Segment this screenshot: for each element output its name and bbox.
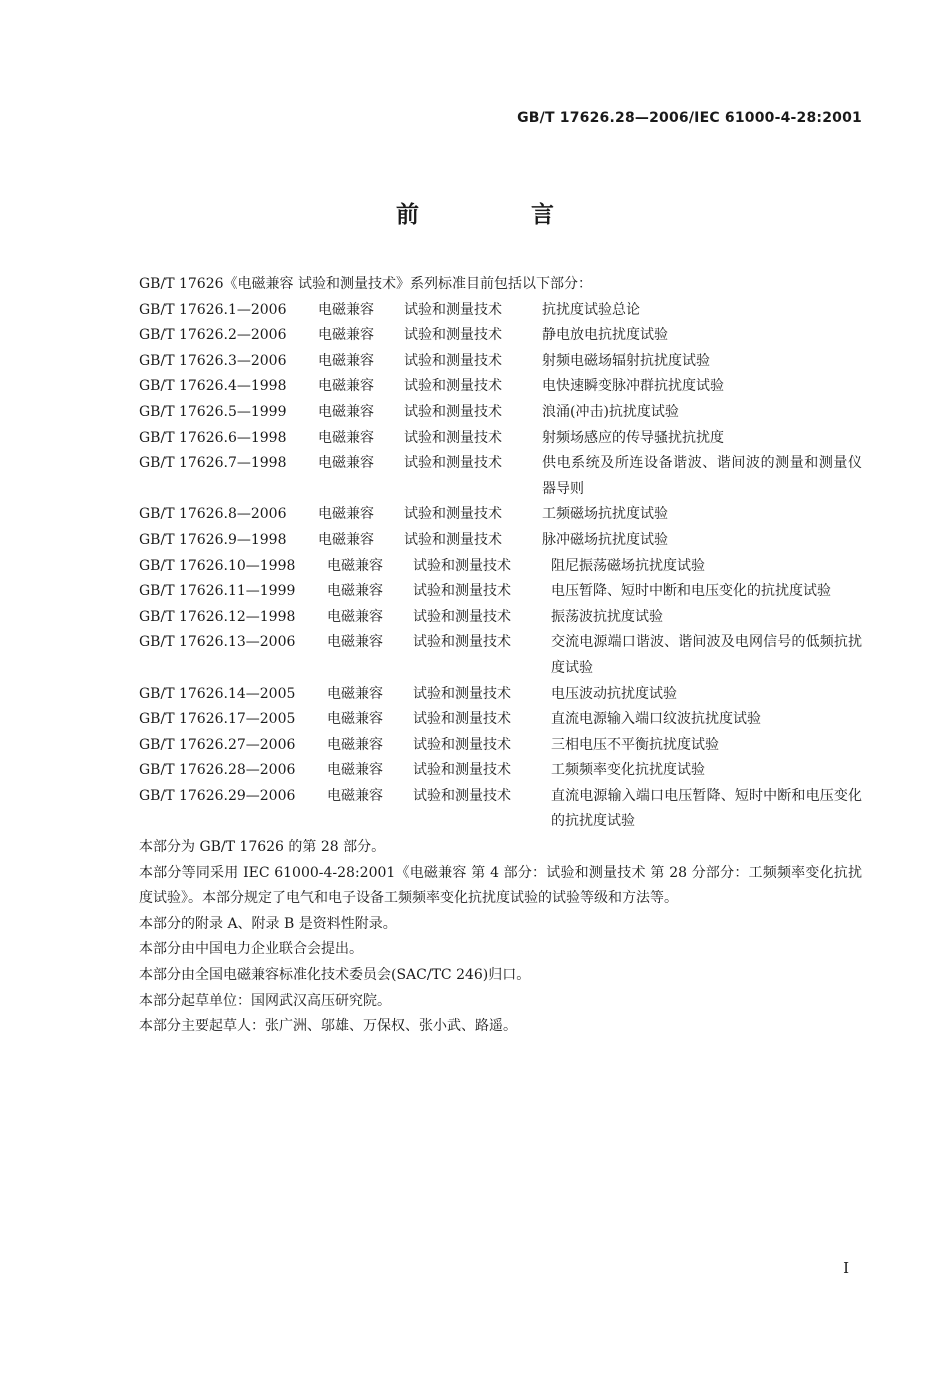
- standard-item: [139, 400, 862, 426]
- standard-title: [327, 707, 862, 733]
- page-title: 前 言: [395, 202, 606, 228]
- standard-item: [139, 784, 862, 835]
- standard-title: [327, 579, 862, 605]
- standard-title-p2: 试验和测量技术: [404, 327, 502, 344]
- foreword-paragraph: 本部分由中国电力企业联合会提出。: [139, 941, 363, 958]
- standard-title-p1: 电磁兼容: [327, 557, 383, 574]
- standard-title: [318, 400, 862, 426]
- standard-item: [139, 528, 862, 554]
- standard-title-p1: 电磁兼容: [318, 455, 374, 472]
- standard-title-p3: 电压波动抗扰度试验: [551, 685, 677, 702]
- standard-item: [139, 323, 862, 349]
- standard-title: [318, 451, 862, 502]
- standard-title: [318, 502, 862, 528]
- standard-item: [139, 682, 862, 708]
- standard-title-p3: 射频电磁场辐射抗扰度试验: [542, 352, 710, 369]
- standard-code: GB/T 17626.12—1998: [139, 608, 296, 625]
- paragraphs: [105, 835, 862, 1040]
- standard-item: [139, 298, 862, 324]
- standard-title: [327, 554, 862, 580]
- foreword-paragraph: 本部分主要起草人：张广洲、邬雄、万保权、张小武、路遥。: [139, 1018, 517, 1035]
- standard-code: GB/T 17626.17—2005: [139, 711, 296, 728]
- standard-item: [139, 605, 862, 631]
- standard-code: GB/T 17626.28—2006: [139, 762, 296, 779]
- standards-list: [105, 298, 862, 835]
- standard-title-p2: 试验和测量技术: [404, 352, 502, 369]
- standard-item: [139, 707, 862, 733]
- standard-title-p2: 试验和测量技术: [413, 685, 511, 702]
- standard-title-p1: 电磁兼容: [318, 506, 374, 523]
- standard-title-p2: 试验和测量技术: [413, 762, 511, 779]
- standard-code: GB/T 17626.27—2006: [139, 736, 296, 753]
- standard-title-p1: 电磁兼容: [327, 685, 383, 702]
- standard-code: GB/T 17626.10—1998: [139, 557, 296, 574]
- standard-code: GB/T 17626.9—1998: [139, 531, 287, 548]
- standard-title-p2: 试验和测量技术: [413, 787, 511, 804]
- standard-title-p2: 试验和测量技术: [404, 506, 502, 523]
- standard-title: [327, 605, 862, 631]
- standard-title-p3: 振荡波抗扰度试验: [551, 608, 663, 625]
- standard-title-p1: 电磁兼容: [327, 634, 383, 651]
- standard-title-p1: 电磁兼容: [327, 608, 383, 625]
- standard-item: [139, 349, 862, 375]
- standard-title-p1: 电磁兼容: [327, 711, 383, 728]
- standard-title-p2: 试验和测量技术: [404, 531, 502, 548]
- standard-title-p3: 浪涌(冲击)抗扰度试验: [542, 403, 679, 420]
- standard-title-p2: 试验和测量技术: [404, 403, 502, 420]
- standard-item: [139, 758, 862, 784]
- standard-title-p3: 三相电压不平衡抗扰度试验: [551, 736, 719, 753]
- standard-title: [327, 733, 862, 759]
- standard-title: [318, 374, 862, 400]
- standard-title-p3: 静电放电抗扰度试验: [542, 327, 668, 344]
- standard-title-p3: 供电系统及所连设备谐波、谐间波的测量和测量仪器导则: [542, 455, 862, 497]
- standard-title-p1: 电磁兼容: [318, 378, 374, 395]
- standard-title-p3: 脉冲磁场抗扰度试验: [542, 531, 668, 548]
- standard-title-p2: 试验和测量技术: [413, 634, 511, 651]
- standard-title-p3: 抗扰度试验总论: [542, 301, 640, 318]
- standard-title-p1: 电磁兼容: [327, 583, 383, 600]
- foreword-body: [105, 272, 862, 1040]
- standard-item: [139, 733, 862, 759]
- standard-title-p2: 试验和测量技术: [413, 608, 511, 625]
- standard-title: [327, 758, 862, 784]
- standard-item: [139, 579, 862, 605]
- standard-title-p2: 试验和测量技术: [413, 711, 511, 728]
- standard-item: [139, 426, 862, 452]
- standard-code-header: GB/T 17626.28—2006/IEC 61000-4-28:2001: [517, 110, 862, 126]
- standard-code: GB/T 17626.2—2006: [139, 327, 287, 344]
- standard-title-p1: 电磁兼容: [318, 429, 374, 446]
- foreword-paragraph: 本部分由全国电磁兼容标准化技术委员会(SAC/TC 246)归口。: [139, 967, 531, 984]
- standard-title: [327, 784, 862, 835]
- standard-item: [139, 451, 862, 502]
- standard-title-p2: 试验和测量技术: [404, 455, 502, 472]
- standard-title: [327, 682, 862, 708]
- standard-title: [327, 630, 862, 681]
- standard-item: [139, 502, 862, 528]
- standard-title: [318, 426, 862, 452]
- standard-title-p2: 试验和测量技术: [413, 583, 511, 600]
- standard-title: [318, 323, 862, 349]
- standard-title-p3: 电快速瞬变脉冲群抗扰度试验: [542, 378, 724, 395]
- standard-code: GB/T 17626.14—2005: [139, 685, 296, 702]
- standard-code: GB/T 17626.5—1999: [139, 403, 287, 420]
- standard-title-p1: 电磁兼容: [318, 352, 374, 369]
- standard-title-p1: 电磁兼容: [327, 762, 383, 779]
- standard-title-p1: 电磁兼容: [318, 327, 374, 344]
- intro-paragraph: GB/T 17626《电磁兼容 试验和测量技术》系列标准目前包括以下部分：: [139, 276, 592, 292]
- standard-title-p3: 射频场感应的传导骚扰抗扰度: [542, 429, 724, 446]
- standard-title-p3: 直流电源输入端口纹波抗扰度试验: [551, 711, 761, 728]
- standard-code: GB/T 17626.3—2006: [139, 352, 287, 369]
- foreword-paragraph: 本部分的附录 A、附录 B 是资料性附录。: [139, 915, 397, 932]
- standard-code: GB/T 17626.7—1998: [139, 455, 287, 472]
- standard-title-p1: 电磁兼容: [327, 787, 383, 804]
- standard-title-p3: 交流电源端口谐波、谐间波及电网信号的低频抗扰度试验: [551, 634, 862, 676]
- standard-item: [139, 374, 862, 400]
- standard-title-p3: 工频频率变化抗扰度试验: [551, 762, 705, 779]
- foreword-paragraph: 本部分等同采用 IEC 61000-4-28:2001《电磁兼容 第 4 部分：试验和测量技术 第 28 分部分：工频频率变化抗扰度试验》。本部分规定了电气和电子设备工频频率变化抗扰度试验的试验等级和方法等。: [139, 864, 862, 907]
- standard-title-p3: 工频磁场抗扰度试验: [542, 506, 668, 523]
- standard-item: [139, 554, 862, 580]
- standard-title: [318, 298, 862, 324]
- foreword-paragraph: 本部分为 GB/T 17626 的第 28 部分。: [139, 839, 386, 856]
- standard-title-p3: 电压暂降、短时中断和电压变化的抗扰度试验: [551, 583, 831, 600]
- standard-code: GB/T 17626.29—2006: [139, 787, 296, 804]
- standard-code: GB/T 17626.11—1999: [139, 583, 296, 600]
- standard-code: GB/T 17626.6—1998: [139, 429, 287, 446]
- standard-title-p2: 试验和测量技术: [413, 557, 511, 574]
- standard-title: [318, 528, 862, 554]
- standard-title-p3: 阻尼振荡磁场抗扰度试验: [551, 557, 705, 574]
- standard-code: GB/T 17626.4—1998: [139, 378, 287, 395]
- standard-title-p2: 试验和测量技术: [413, 736, 511, 753]
- standard-title-p2: 试验和测量技术: [404, 429, 502, 446]
- standard-title-p1: 电磁兼容: [318, 403, 374, 420]
- standard-title-p1: 电磁兼容: [318, 531, 374, 548]
- standard-code: GB/T 17626.1—2006: [139, 301, 287, 318]
- foreword-paragraph: 本部分起草单位：国网武汉高压研究院。: [139, 992, 391, 1009]
- standard-code: GB/T 17626.13—2006: [139, 634, 296, 651]
- standard-title-p1: 电磁兼容: [327, 736, 383, 753]
- page-number: I: [843, 1259, 849, 1277]
- standard-title-p2: 试验和测量技术: [404, 301, 502, 318]
- standard-title-p1: 电磁兼容: [318, 301, 374, 318]
- standard-title-p3: 直流电源输入端口电压暂降、短时中断和电压变化的抗扰度试验: [551, 787, 862, 830]
- standard-title: [318, 349, 862, 375]
- standard-code: GB/T 17626.8—2006: [139, 506, 287, 523]
- standard-title-p2: 试验和测量技术: [404, 378, 502, 395]
- standard-item: [139, 630, 862, 681]
